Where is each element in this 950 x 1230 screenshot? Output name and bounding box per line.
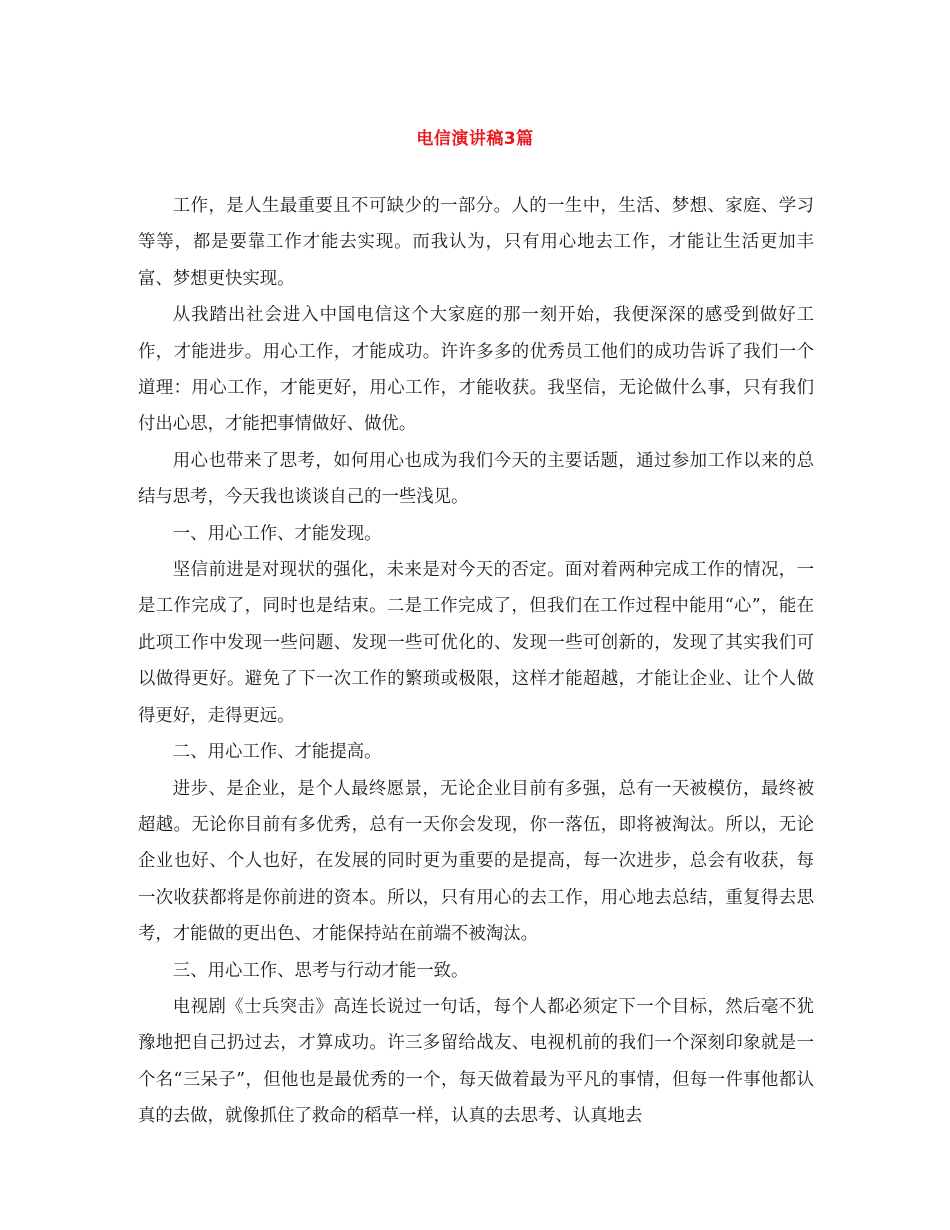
paragraph: 电视剧《士兵突击》高连长说过一句话，每个人都必须定下一个目标，然后毫不犹豫地把自己扔过去，才算成功。许三多留给战友、电视机前的我们一个深刻印象就是一个名“三呆子”，但他也是最优秀的一个，每天做着最为平凡的事情，但每一件事他都认真的去做，就像抓住了救命的稻草一样，认真的去思考、认真地去 xyxy=(138,996,814,1127)
paragraph: 坚信前进是对现状的强化，未来是对今天的否定。面对着两种完成工作的情况，一是工作完成了，同时也是结束。二是工作完成了，但我们在工作过程中能用“心”，能在此项工作中发现一些问题、发现一些可优化的、发现一些可创新的，发现了其实我们可以做得更好。避免了下一次工作的繁琐或极限，这样才能超越，才能让企业、让个人做得更好，走得更远。 xyxy=(138,560,814,726)
section-heading: 一、用心工作、才能发现。 xyxy=(172,523,382,544)
paragraph: 用心也带来了思考，如何用心也成为我们今天的主要话题，通过参加工作以来的总结与思考，今天我也谈谈自己的一些浅见。 xyxy=(138,450,814,508)
section-heading: 二、用心工作、才能提高。 xyxy=(172,742,382,763)
section-heading: 三、用心工作、思考与行动才能一致。 xyxy=(172,960,469,981)
paragraph: 进步、是企业，是个人最终愿景，无论企业目前有多强，总有一天被模仿，最终被超越。无论你目前有多优秀，总有一天你会发现，你一落伍，即将被淘汰。所以，无论企业也好、个人也好，在发展的同时更为重要的是提高，每一次进步，总会有收获，每一次收获都将是你前进的资本。所以，只有用心的去工作，用心地去总结，重复得去思考，才能做的更出色、才能保持站在前端不被淘汰。 xyxy=(138,778,814,945)
paragraph: 工作，是人生最重要且不可缺少的一部分。人的一生中，生活、梦想、家庭、学习等等，都是要靠工作才能去实现。而我认为，只有用心地去工作，才能让生活更加丰富、梦想更快实现。 xyxy=(138,196,814,289)
document-body xyxy=(138,188,814,1135)
document-title: 电信演讲稿3篇 xyxy=(416,129,534,149)
paragraph: 从我踏出社会进入中国电信这个大家庭的那一刻开始，我便深深的感受到做好工作，才能进步。用心工作，才能成功。许许多多的优秀员工他们的成功告诉了我们一个道理：用心工作，才能更好，用心工作，才能收获。我坚信，无论做什么事，只有我们付出心思，才能把事情做好、做优。 xyxy=(138,305,814,435)
